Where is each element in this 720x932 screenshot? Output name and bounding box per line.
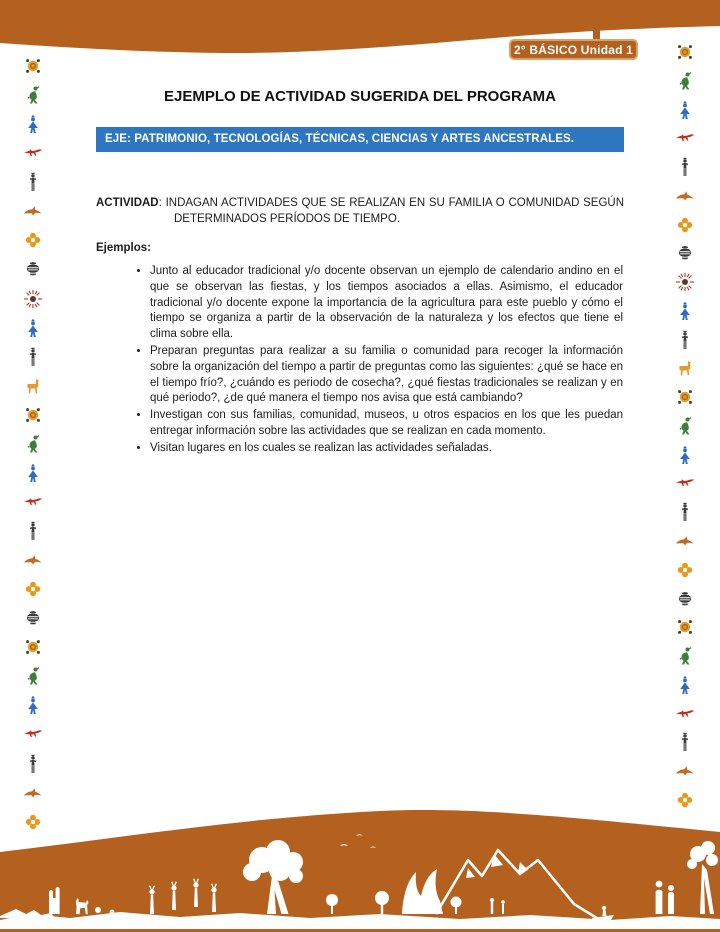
masked-figure-icon (675, 301, 695, 321)
activity-label: ACTIVIDAD (96, 196, 159, 209)
masked-figure-icon (23, 114, 43, 134)
fox-icon (23, 724, 43, 744)
chief-figure-icon (23, 521, 43, 541)
ceramic-pot-icon (23, 608, 43, 628)
sun-icon (675, 272, 695, 292)
condor-icon (675, 761, 695, 781)
masked-figure-icon (23, 318, 43, 338)
dancer-figure-icon (675, 71, 695, 91)
dancer-figure-icon (675, 416, 695, 436)
condor-icon (23, 783, 43, 803)
turtle-icon (675, 387, 695, 407)
unit-badge: 2° BÁSICO Unidad 1 (509, 39, 638, 60)
chief-figure-icon (23, 754, 43, 774)
condor-icon (675, 186, 695, 206)
page-title: EJEMPLO DE ACTIVIDAD SUGERIDA DEL PROGRAMA (164, 88, 556, 105)
activity-paragraph (96, 195, 624, 227)
example-bullet: • Visitan lugares en los cuales se realizan las actividades señaladas. (150, 441, 624, 457)
condor-icon (23, 201, 43, 221)
flower-icon (23, 230, 43, 250)
masked-figure-icon (23, 463, 43, 483)
footer-landscape (0, 802, 720, 932)
dancer-figure-icon (23, 434, 43, 454)
chief-figure-icon (675, 330, 695, 350)
fox-icon (23, 143, 43, 163)
right-decoration-column (672, 42, 698, 810)
chief-figure-icon (23, 172, 43, 192)
chief-figure-icon (675, 732, 695, 752)
turtle-icon (675, 617, 695, 637)
chief-figure-icon (675, 502, 695, 522)
llama-icon (23, 376, 43, 396)
fox-icon (675, 473, 695, 493)
masked-figure-icon (675, 675, 695, 695)
llama-icon (675, 358, 695, 378)
ceramic-pot-icon (675, 243, 695, 263)
flower-icon (675, 560, 695, 580)
example-bullet: • Investigan con sus familias, comunidad, museos, u otros espacios en los que les puedan entregar información sobre las actividades que se realizan en cada momento. (150, 408, 624, 440)
flower-icon (23, 579, 43, 599)
turtle-icon (23, 405, 43, 425)
turtle-icon (23, 56, 43, 76)
sun-icon (23, 289, 43, 309)
turtle-icon (23, 637, 43, 657)
eje-banner: EJE: PATRIMONIO, TECNOLOGÍAS, TÉCNICAS, CIENCIAS Y ARTES ANCESTRALES. (96, 127, 624, 152)
example-bullet: • Preparan preguntas para realizar a su familia o comunidad para recoger la información sobre la organización del tiempo a partir de preguntas como las siguientes: ¿qué se hace en el tiempo frío?, ¿cuándo es periodo de cosecha?, ¿qué fiestas tradicionales se realizan y en qué periodo?, ¿de qué manera el tiempo nos avisa que está cambiando? (150, 344, 624, 407)
fox-icon (23, 492, 43, 512)
examples-list (96, 264, 624, 458)
ceramic-pot-icon (675, 589, 695, 609)
condor-icon (23, 550, 43, 570)
chief-figure-icon (675, 157, 695, 177)
activity-text: INDAGAN ACTIVIDADES QUE SE REALIZAN EN SU FAMILIA O COMUNIDAD SEGÚN DETERMINADOS PERÍODOS DE TIEMPO. (165, 196, 625, 225)
example-bullet: • Junto al educador tradicional y/o docente observan un ejemplo de calendario andino en el que se observan las fiestas, y los tiempos asociados a ellas. Asimismo, el educador tradicional y/o docente expone la importancia de la agricultura para este pueblo y cómo el tiempo se organiza a partir de la observación de la naturaleza y los efectos que tiene el clima sobre ella. (150, 264, 624, 343)
condor-icon (675, 531, 695, 551)
fox-icon (675, 704, 695, 724)
dancer-figure-icon (675, 646, 695, 666)
masked-figure-icon (675, 445, 695, 465)
masked-figure-icon (23, 695, 43, 715)
dancer-figure-icon (23, 85, 43, 105)
activity-colon: : (158, 196, 166, 209)
masked-figure-icon (675, 100, 695, 120)
ceramic-pot-icon (23, 259, 43, 279)
flower-icon (675, 215, 695, 235)
examples-heading: Ejemplos: (96, 242, 151, 254)
turtle-icon (675, 42, 695, 62)
chief-figure-icon (23, 347, 43, 367)
left-decoration-column (20, 56, 46, 832)
dancer-figure-icon (23, 666, 43, 686)
fox-icon (675, 128, 695, 148)
